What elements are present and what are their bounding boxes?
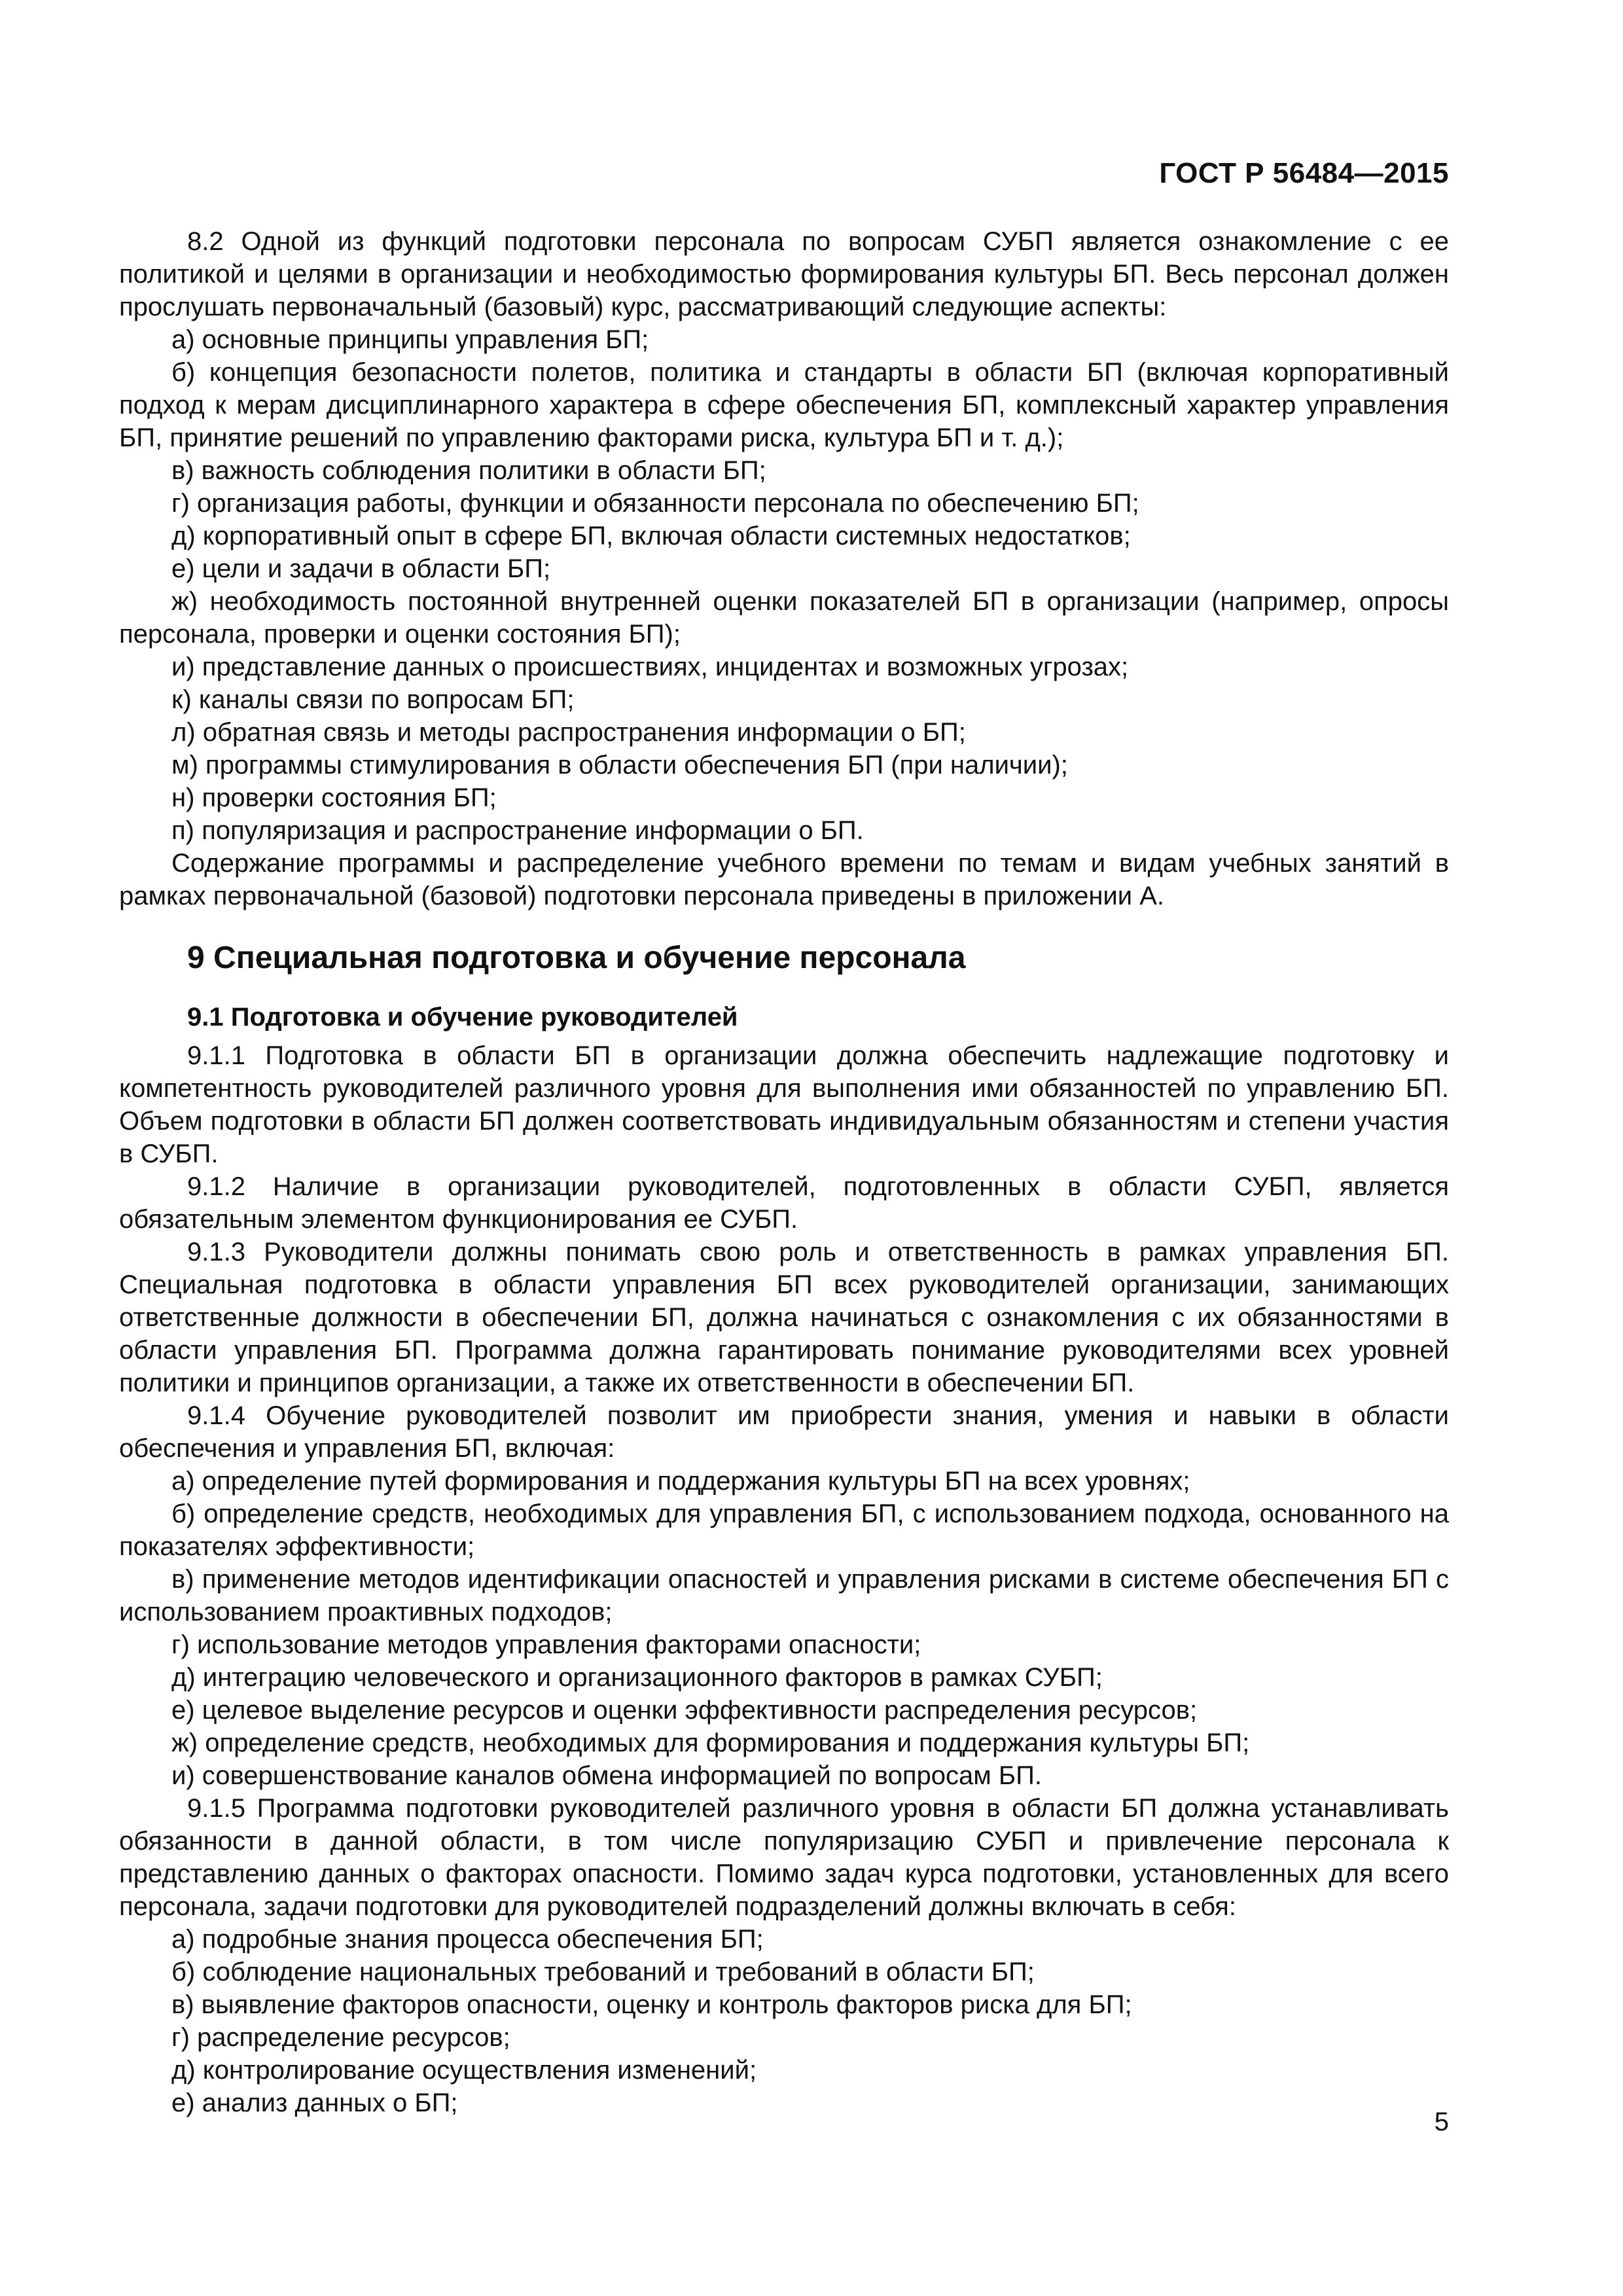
paragraph-9-1-4: 9.1.4 Обучение руководителей позволит им приобрести знания, умения и навыки в области обеспечения и управления БП, включая:: [119, 1401, 1449, 1463]
list-item: и) совершенствование каналов обмена информацией по вопросам БП.: [171, 1761, 1042, 1790]
list-item: н) проверки состояния БП;: [171, 783, 497, 812]
list-item: г) использование методов управления факторами опасности;: [171, 1630, 921, 1659]
list-item: д) интеграцию человеческого и организационного факторов в рамках СУБП;: [171, 1663, 1103, 1692]
standard-code: ГОСТ Р 56484—2015: [1159, 157, 1449, 189]
paragraph-9-1-2: 9.1.2 Наличие в организации руководителей, подготовленных в области СУБП, является обязательным элементом функционирования ее СУБП.: [119, 1172, 1449, 1234]
paragraph-8-2: 8.2 Одной из функций подготовки персонала по вопросам СУБП является ознакомление с ее политикой и целями в организации и необходимостью формирования культуры БП. Весь персонал должен прослушать первоначальный (базовый) курс, рассматривающий следующие аспекты:: [119, 227, 1449, 321]
paragraph-9-1-1: 9.1.1 Подготовка в области БП в организации должна обеспечить надлежащие подготовку и компетентность руководителей различного уровня для выполнения ими обязанностей по управлению БП. Объем подготовки в области БП должен соответствовать индивидуальным обязанностям и степени участия в СУБП.: [119, 1041, 1449, 1168]
list-item: а) основные принципы управления БП;: [171, 325, 649, 354]
section-9-heading: 9 Специальная подготовка и обучение персонала: [187, 941, 966, 975]
page-number: 5: [1434, 2108, 1449, 2136]
list-item: б) определение средств, необходимых для управления БП, с использованием подхода, основанного на показателях эффективности;: [119, 1499, 1449, 1561]
list-item: е) анализ данных о БП;: [171, 2089, 458, 2117]
list-item: в) применение методов идентификации опасностей и управления рисками в системе обеспечения БП с использованием проактивных подходов;: [119, 1565, 1449, 1626]
list-item: а) подробные знания процесса обеспечения БП;: [171, 1925, 764, 1954]
list-item: г) организация работы, функции и обязанности персонала по обеспечению БП;: [171, 489, 1139, 518]
paragraph-9-1-3: 9.1.3 Руководители должны понимать свою роль и ответственность в рамках управления БП. Специальная подготовка в области управления БП всех руководителей организации, занимающих ответственные должности в обеспечении БП, должна начинаться с ознакомления с их обязанностями в области управления БП. Программа должна гарантировать понимание руководителями всех уровней политики и принципов организации, а также их ответственности в обеспечении БП.: [119, 1238, 1449, 1397]
list-item: ж) определение средств, необходимых для формирования и поддержания культуры БП;: [171, 1729, 1250, 1757]
list-item: п) популяризация и распространение информации о БП.: [171, 816, 864, 845]
list-item: л) обратная связь и методы распространения информации о БП;: [171, 718, 966, 747]
list-item: и) представление данных о происшествиях, инцидентах и возможных угрозах;: [171, 653, 1129, 681]
paragraph-8-closing: Содержание программы и распределение учебного времени по темам и видам учебных занятий в рамках первоначальной (базовой) подготовки персонала приведены в приложении А.: [119, 849, 1449, 910]
list-item: д) контролирование осуществления изменений;: [171, 2056, 757, 2085]
list-item: в) выявление факторов опасности, оценку и контроль факторов риска для БП;: [171, 1990, 1132, 2019]
list-item: б) концепция безопасности полетов, политика и стандарты в области БП (включая корпоративный подход к мерам дисциплинарного характера в сфере обеспечения БП, комплексный характер управления БП, принятие решений по управлению факторами риска, культура БП и т. д.);: [119, 358, 1449, 452]
list-item: б) соблюдение национальных требований и требований в области БП;: [171, 1958, 1035, 1986]
list-item: е) цели и задачи в области БП;: [171, 554, 551, 583]
list-item: в) важность соблюдения политики в области БП;: [171, 456, 766, 485]
list-item: м) программы стимулирования в области обеспечения БП (при наличии);: [171, 751, 1068, 780]
list-item: д) корпоративный опыт в сфере БП, включая области системных недостатков;: [171, 522, 1131, 550]
list-item: а) определение путей формирования и поддержания культуры БП на всех уровнях;: [171, 1467, 1190, 1496]
list-item: к) каналы связи по вопросам БП;: [171, 685, 575, 714]
list-item: г) распределение ресурсов;: [171, 2023, 510, 2052]
subsection-9-1-heading: 9.1 Подготовка и обучение руководителей: [187, 1003, 738, 1031]
document-body: [119, 225, 1449, 2119]
paragraph-9-1-5: 9.1.5 Программа подготовки руководителей различного уровня в области БП должна устанавливать обязанности в данной области, в том числе популяризацию СУБП и привлечение персонала к представлению данных о факторах опасности. Помимо задач курса подготовки, установленных для всего персонала, задачи подготовки для руководителей подразделений должны включать в себя:: [119, 1794, 1449, 1921]
list-item: е) целевое выделение ресурсов и оценки эффективности распределения ресурсов;: [171, 1696, 1198, 1725]
list-item: ж) необходимость постоянной внутренней оценки показателей БП в организации (например, опросы персонала, проверки и оценки состояния БП);: [119, 587, 1449, 649]
